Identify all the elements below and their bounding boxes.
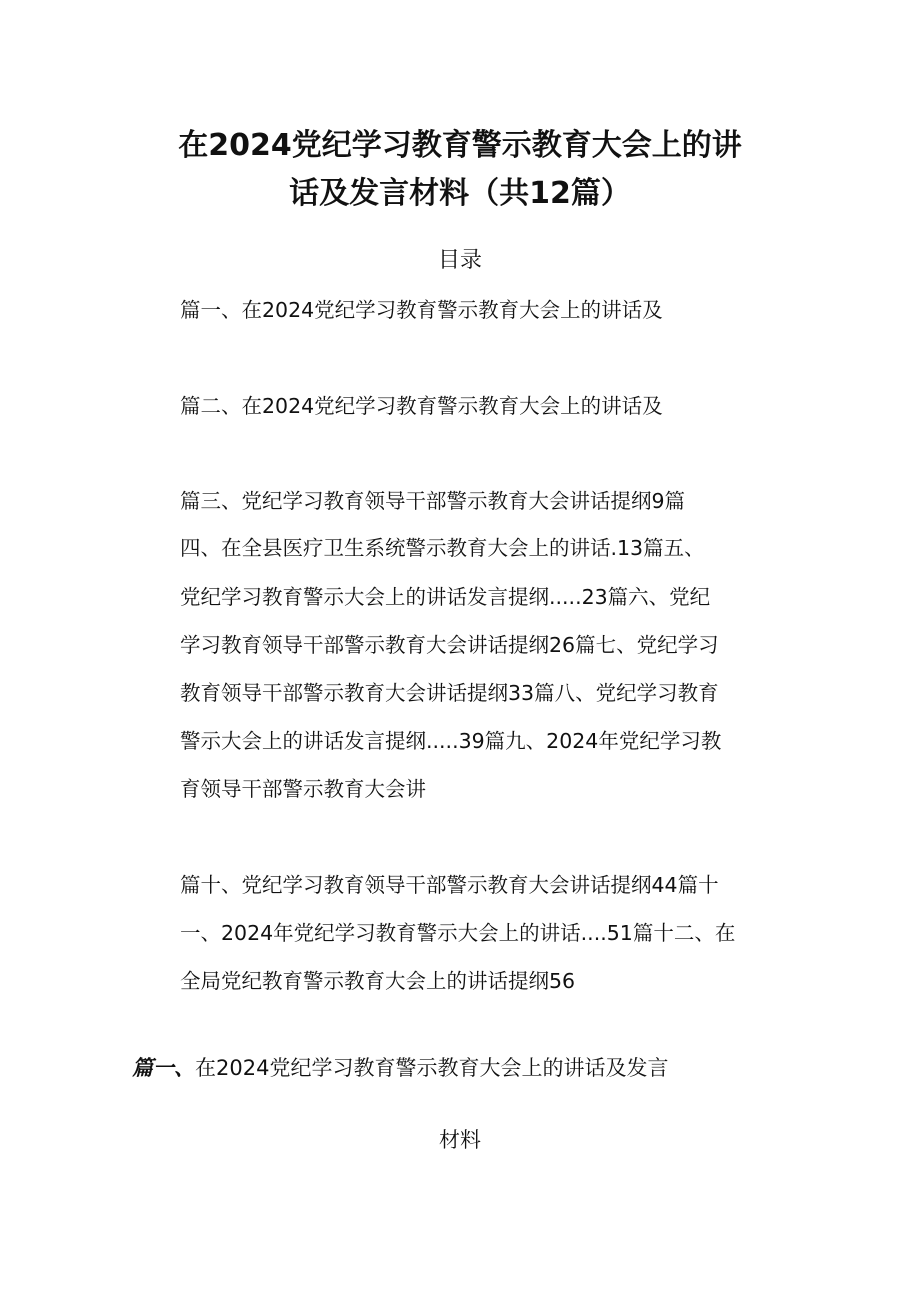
toc-line: 篇二、在2024党纪学习教育警示教育大会上的讲话及 xyxy=(180,394,663,418)
toc-line: 学习教育领导干部警示教育大会讲话提纲26篇七、党纪学习 xyxy=(180,633,719,657)
section-heading-continuation: 材料 xyxy=(439,1128,481,1152)
toc-heading: 目录 xyxy=(437,248,482,273)
toc-line: 一、2024年党纪学习教育警示大会上的讲话....51篇十二、在 xyxy=(180,921,736,945)
toc-line: 育领导干部警示教育大会讲 xyxy=(180,777,426,801)
section-heading-lead: 篇一、 xyxy=(132,1056,195,1080)
toc-line: 教育领导干部警示教育大会讲话提纲33篇八、党纪学习教育 xyxy=(180,681,719,705)
section-heading-text: 在2024党纪学习教育警示教育大会上的讲话及发言 xyxy=(195,1056,669,1080)
toc-line: 全局党纪教育警示教育大会上的讲话提纲56 xyxy=(180,969,576,993)
toc-line: 篇十、党纪学习教育领导干部警示教育大会讲话提纲44篇十 xyxy=(180,873,719,897)
toc-line: 四、在全县医疗卫生系统警示教育大会上的讲话.13篇五、 xyxy=(180,536,705,560)
toc-line: 警示大会上的讲话发言提纲.....39篇九、2024年党纪学习教 xyxy=(180,729,722,753)
document-title-line-2: 话及发言材料（共12篇） xyxy=(289,176,631,211)
toc-line: 篇一、在2024党纪学习教育警示教育大会上的讲话及 xyxy=(180,298,663,322)
section-heading xyxy=(132,1052,668,1082)
toc-line: 党纪学习教育警示大会上的讲话发言提纲.....23篇六、党纪 xyxy=(180,585,711,609)
toc-line: 篇三、党纪学习教育领导干部警示教育大会讲话提纲9篇 xyxy=(180,489,686,513)
document-title-line-1: 在2024党纪学习教育警示教育大会上的讲 xyxy=(178,128,742,163)
